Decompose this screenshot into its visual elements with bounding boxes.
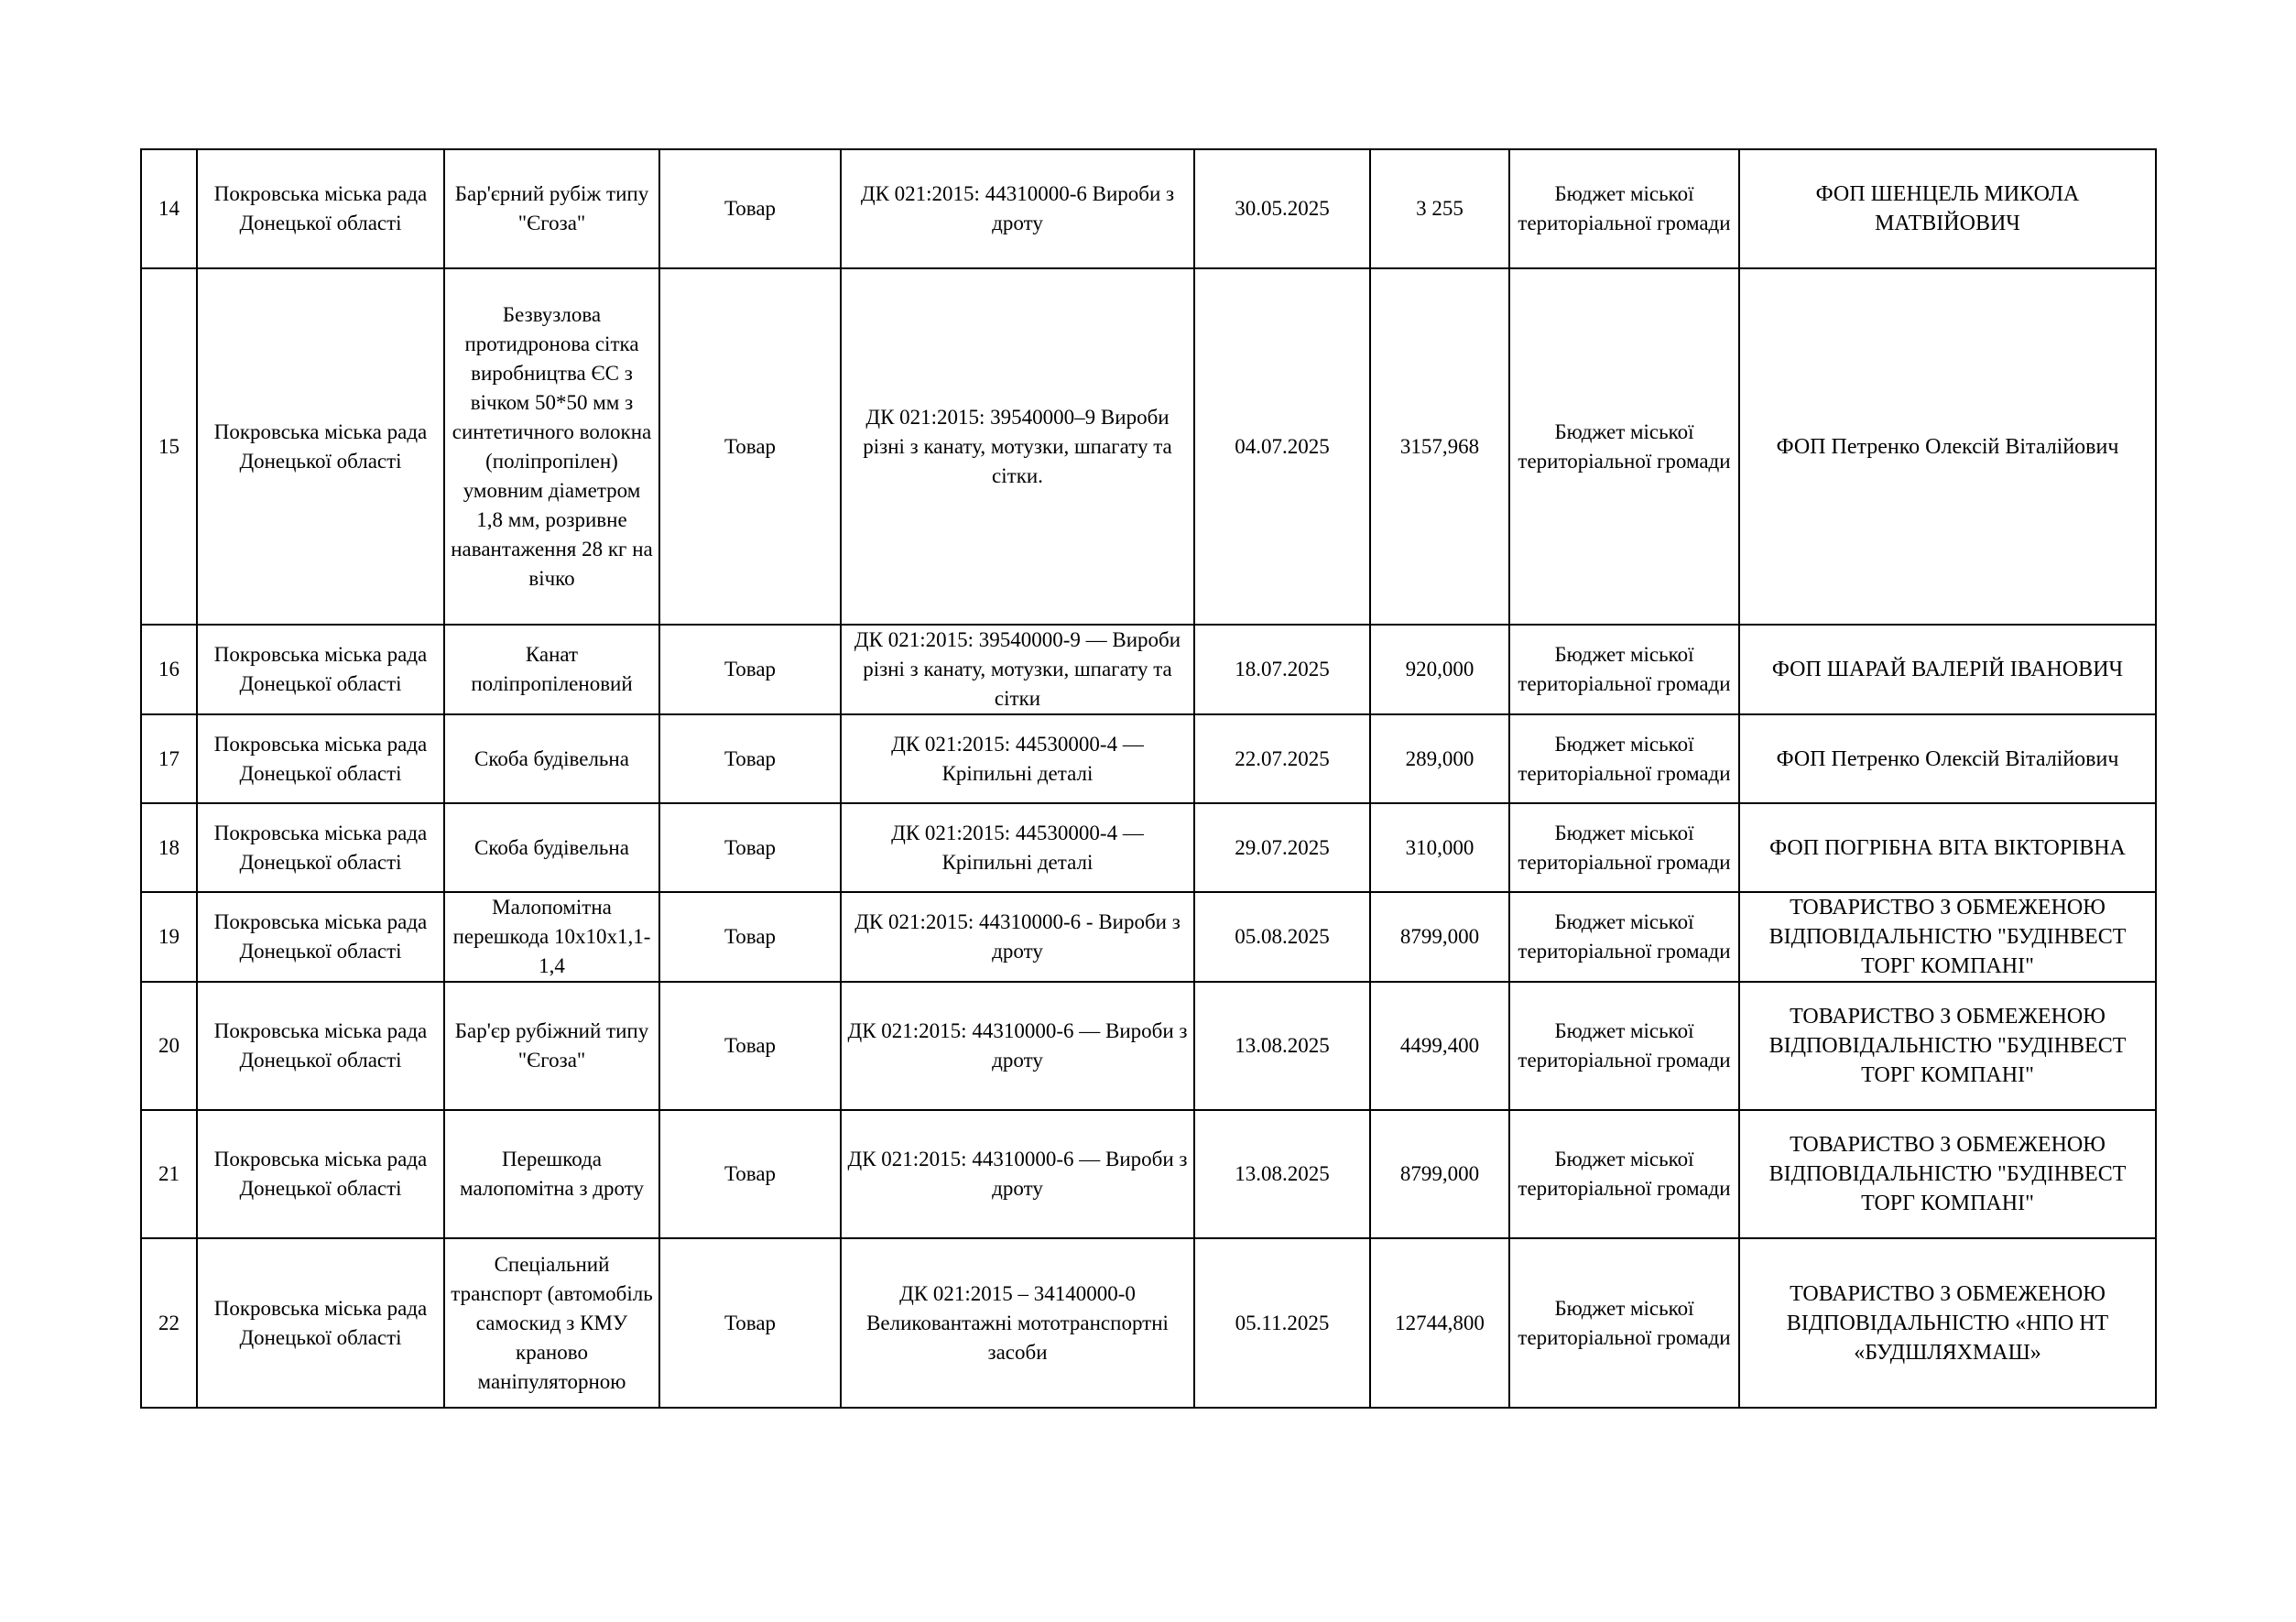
table-row (141, 625, 2156, 714)
code-cell: ДК 021:2015: 39540000-9 — Вироби різні з канату, мотузки, шпагату та сітки (841, 625, 1194, 714)
supplier-cell: ТОВАРИСТВО З ОБМЕЖЕНОЮ ВІДПОВІДАЛЬНІСТЮ "БУДІНВЕСТ ТОРГ КОМПАНІ" (1739, 982, 2156, 1110)
table-row (141, 1238, 2156, 1408)
date-cell: 13.08.2025 (1194, 1110, 1370, 1238)
customer-cell: Покровська міська рада Донецької області (197, 1238, 444, 1408)
item-cell: Канат поліпропіленовий (444, 625, 659, 714)
customer-cell: Покровська міська рада Донецької області (197, 268, 444, 625)
amount-cell: 8799,000 (1370, 892, 1509, 982)
supplier-cell: ФОП Петренко Олексій Віталійович (1739, 714, 2156, 803)
supplier-cell: ТОВАРИСТВО З ОБМЕЖЕНОЮ ВІДПОВІДАЛЬНІСТЮ "БУДІНВЕСТ ТОРГ КОМПАНІ" (1739, 1110, 2156, 1238)
amount-cell: 310,000 (1370, 803, 1509, 892)
type-cell: Товар (659, 982, 841, 1110)
item-cell: Малопомітна перешкода 10х10х1,1-1,4 (444, 892, 659, 982)
item-cell: Скоба будівельна (444, 803, 659, 892)
code-cell: ДК 021:2015: 44530000-4 — Кріпильні деталі (841, 714, 1194, 803)
code-cell: ДК 021:2015: 44310000-6 — Вироби з дроту (841, 982, 1194, 1110)
table-row (141, 1110, 2156, 1238)
row-number: 22 (141, 1238, 197, 1408)
item-cell: Спеціальний транспорт (автомобіль самоскид з КМУ краново маніпуляторною (444, 1238, 659, 1408)
row-number: 21 (141, 1110, 197, 1238)
date-cell: 05.11.2025 (1194, 1238, 1370, 1408)
supplier-cell: ФОП ШЕНЦЕЛЬ МИКОЛА МАТВІЙОВИЧ (1739, 149, 2156, 268)
type-cell: Товар (659, 803, 841, 892)
date-cell: 05.08.2025 (1194, 892, 1370, 982)
customer-cell: Покровська міська рада Донецької області (197, 625, 444, 714)
date-cell: 13.08.2025 (1194, 982, 1370, 1110)
funding-source-cell: Бюджет міської територіальної громади (1509, 982, 1739, 1110)
supplier-cell: ТОВАРИСТВО З ОБМЕЖЕНОЮ ВІДПОВІДАЛЬНІСТЮ "БУДІНВЕСТ ТОРГ КОМПАНІ" (1739, 892, 2156, 982)
type-cell: Товар (659, 892, 841, 982)
supplier-cell: ФОП ПОГРІБНА ВІТА ВІКТОРІВНА (1739, 803, 2156, 892)
item-cell: Бар'єр рубіжний типу "Єгоза" (444, 982, 659, 1110)
code-cell: ДК 021:2015: 44310000-6 — Вироби з дроту (841, 1110, 1194, 1238)
table-row (141, 268, 2156, 625)
funding-source-cell: Бюджет міської територіальної громади (1509, 1238, 1739, 1408)
type-cell: Товар (659, 268, 841, 625)
code-cell: ДК 021:2015: 44310000-6 - Вироби з дроту (841, 892, 1194, 982)
funding-source-cell: Бюджет міської територіальної громади (1509, 892, 1739, 982)
amount-cell: 3157,968 (1370, 268, 1509, 625)
amount-cell: 3 255 (1370, 149, 1509, 268)
amount-cell: 12744,800 (1370, 1238, 1509, 1408)
amount-cell: 920,000 (1370, 625, 1509, 714)
type-cell: Товар (659, 1238, 841, 1408)
amount-cell: 4499,400 (1370, 982, 1509, 1110)
supplier-cell: ФОП Петренко Олексій Віталійович (1739, 268, 2156, 625)
row-number: 15 (141, 268, 197, 625)
supplier-cell: ФОП ШАРАЙ ВАЛЕРІЙ ІВАНОВИЧ (1739, 625, 2156, 714)
date-cell: 18.07.2025 (1194, 625, 1370, 714)
table-row (141, 149, 2156, 268)
type-cell: Товар (659, 625, 841, 714)
table-row (141, 803, 2156, 892)
funding-source-cell: Бюджет міської територіальної громади (1509, 268, 1739, 625)
item-cell: Скоба будівельна (444, 714, 659, 803)
customer-cell: Покровська міська рада Донецької області (197, 714, 444, 803)
item-cell: Бар'єрний рубіж типу "Єгоза" (444, 149, 659, 268)
type-cell: Товар (659, 714, 841, 803)
customer-cell: Покровська міська рада Донецької області (197, 892, 444, 982)
procurement-table (140, 148, 2157, 1409)
row-number: 17 (141, 714, 197, 803)
customer-cell: Покровська міська рада Донецької області (197, 982, 444, 1110)
type-cell: Товар (659, 149, 841, 268)
row-number: 16 (141, 625, 197, 714)
customer-cell: Покровська міська рада Донецької області (197, 1110, 444, 1238)
table-row (141, 714, 2156, 803)
code-cell: ДК 021:2015 – 34140000-0 Великовантажні мототранспортні засоби (841, 1238, 1194, 1408)
type-cell: Товар (659, 1110, 841, 1238)
amount-cell: 289,000 (1370, 714, 1509, 803)
customer-cell: Покровська міська рада Донецької області (197, 149, 444, 268)
item-cell: Безвузлова протидронова сітка виробництва ЄС з вічком 50*50 мм з синтетичного волокна (поліпропілен) умовним діаметром 1,8 мм, розривне навантаження 28 кг на вічко (444, 268, 659, 625)
funding-source-cell: Бюджет міської територіальної громади (1509, 803, 1739, 892)
date-cell: 29.07.2025 (1194, 803, 1370, 892)
item-cell: Перешкода малопомітна з дроту (444, 1110, 659, 1238)
code-cell: ДК 021:2015: 44530000-4 — Кріпильні деталі (841, 803, 1194, 892)
date-cell: 22.07.2025 (1194, 714, 1370, 803)
funding-source-cell: Бюджет міської територіальної громади (1509, 1110, 1739, 1238)
funding-source-cell: Бюджет міської територіальної громади (1509, 714, 1739, 803)
date-cell: 30.05.2025 (1194, 149, 1370, 268)
table-row (141, 892, 2156, 982)
funding-source-cell: Бюджет міської територіальної громади (1509, 149, 1739, 268)
amount-cell: 8799,000 (1370, 1110, 1509, 1238)
row-number: 19 (141, 892, 197, 982)
date-cell: 04.07.2025 (1194, 268, 1370, 625)
funding-source-cell: Бюджет міської територіальної громади (1509, 625, 1739, 714)
row-number: 20 (141, 982, 197, 1110)
table-row (141, 982, 2156, 1110)
code-cell: ДК 021:2015: 44310000-6 Вироби з дроту (841, 149, 1194, 268)
code-cell: ДК 021:2015: 39540000–9 Вироби різні з канату, мотузки, шпагату та сітки. (841, 268, 1194, 625)
row-number: 14 (141, 149, 197, 268)
row-number: 18 (141, 803, 197, 892)
supplier-cell: ТОВАРИСТВО З ОБМЕЖЕНОЮ ВІДПОВІДАЛЬНІСТЮ «НПО НТ «БУДШЛЯХМАШ» (1739, 1238, 2156, 1408)
customer-cell: Покровська міська рада Донецької області (197, 803, 444, 892)
